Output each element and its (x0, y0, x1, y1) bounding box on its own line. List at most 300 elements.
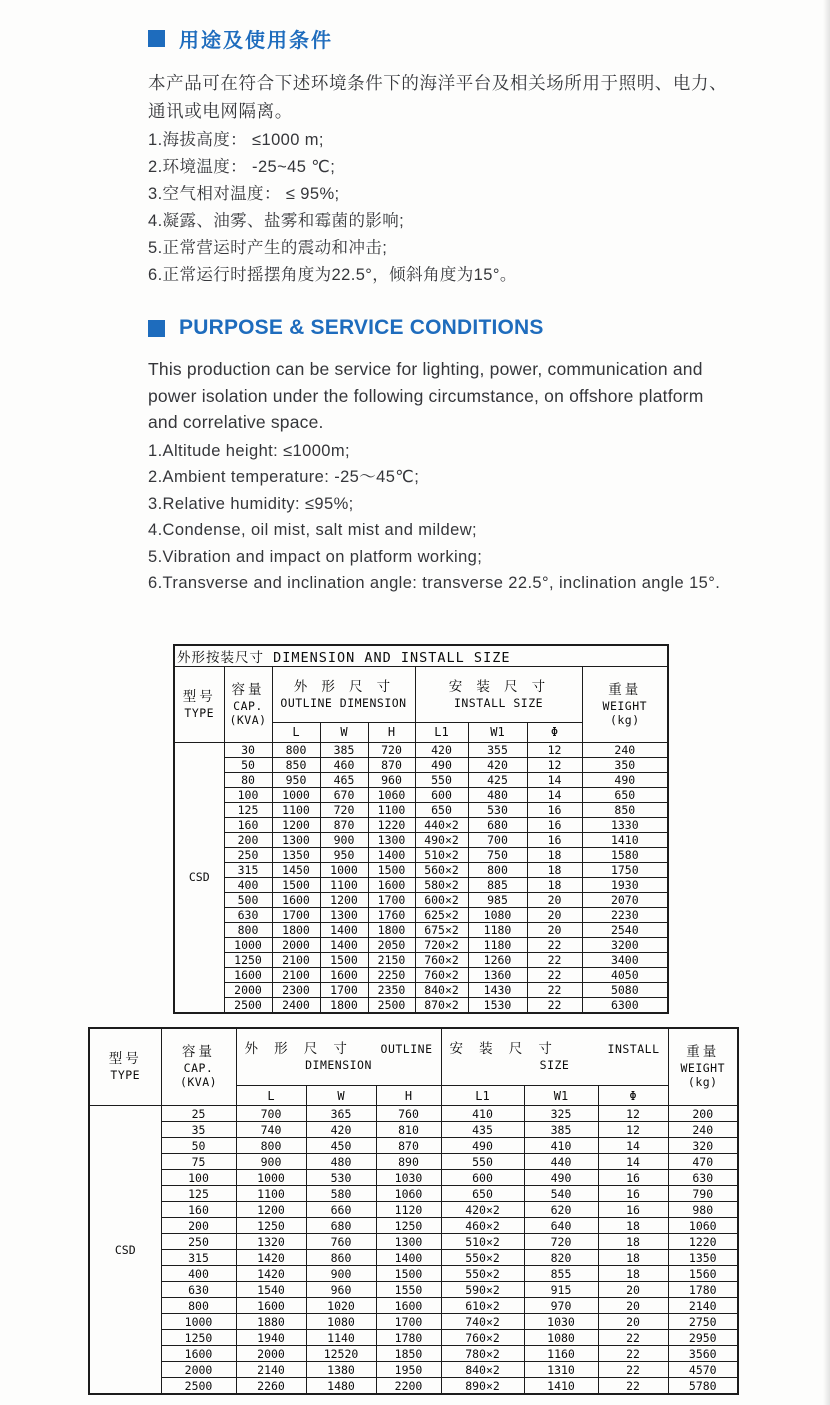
dimension-table-1-wrap (173, 644, 830, 1014)
table-row (174, 937, 668, 952)
table-cell: 1800 (320, 997, 368, 1013)
table-cell: 1100 (236, 1186, 306, 1202)
table-cell: 450 (306, 1138, 376, 1154)
table-cell: 720 (524, 1234, 598, 1250)
table-cell: 3560 (668, 1346, 738, 1362)
table-cell: 650 (415, 802, 468, 817)
table-cell: 970 (524, 1298, 598, 1314)
table-cell: 650 (582, 787, 668, 802)
table-cell: 760 (376, 1106, 441, 1122)
dimension-table-1 (173, 644, 669, 1014)
intro-paragraph-cn (148, 69, 728, 125)
col-H: H (368, 722, 415, 742)
table-cell: 20 (527, 907, 582, 922)
table-cell: 1100 (272, 802, 320, 817)
table-cell: 900 (306, 1266, 376, 1282)
table-cell: 650 (441, 1186, 524, 1202)
table-row (89, 1138, 738, 1154)
table1-header-row (174, 666, 668, 722)
table-cell: 125 (161, 1186, 236, 1202)
table-cell: 100 (161, 1170, 236, 1186)
table-cell: 760×2 (415, 967, 468, 982)
table-cell: 870 (376, 1138, 441, 1154)
table-cell: 20 (527, 892, 582, 907)
col-W1: W1 (468, 722, 527, 742)
table-cell: 1000 (236, 1170, 306, 1186)
table-cell: 250 (224, 847, 272, 862)
col-group-install: 安 装 尺 寸 INSTALL SIZE (441, 1028, 668, 1086)
table-cell: 2070 (582, 892, 668, 907)
col-weight: 重量 WEIGHT (kg) (668, 1028, 738, 1106)
table-cell: 510×2 (441, 1234, 524, 1250)
table-cell: 510×2 (415, 847, 468, 862)
table-cell: 980 (668, 1202, 738, 1218)
list-item: and correlative space. (148, 412, 324, 432)
table-cell: 1560 (668, 1266, 738, 1282)
table-cell: 1360 (468, 967, 527, 982)
table-cell: 1780 (376, 1330, 441, 1346)
table-cell: 14 (527, 787, 582, 802)
table-cell: 12 (598, 1106, 668, 1122)
table-cell: 1700 (368, 892, 415, 907)
table-cell: 1000 (320, 862, 368, 877)
table-cell: 1480 (306, 1378, 376, 1395)
table-cell: 1300 (376, 1234, 441, 1250)
table-cell: 530 (306, 1170, 376, 1186)
table-row (174, 907, 668, 922)
table-cell: 160 (224, 817, 272, 832)
table-cell: 16 (598, 1170, 668, 1186)
table-cell: 780×2 (441, 1346, 524, 1362)
table-cell: 900 (236, 1154, 306, 1170)
table-cell: 420 (468, 757, 527, 772)
table-cell: 2150 (368, 952, 415, 967)
table-cell: 420 (415, 742, 468, 757)
table-cell: 1030 (524, 1314, 598, 1330)
table-cell: 1030 (376, 1170, 441, 1186)
table-cell: 800 (236, 1138, 306, 1154)
table-cell: 1080 (306, 1314, 376, 1330)
table-row (89, 1186, 738, 1202)
table-cell: 1350 (272, 847, 320, 862)
table-cell: 22 (598, 1378, 668, 1395)
table-cell: 18 (598, 1250, 668, 1266)
col-capacity: 容量 CAP. (KVA) (224, 666, 272, 742)
table-cell: 870×2 (415, 997, 468, 1013)
table-row (174, 877, 668, 892)
table-cell: 1140 (306, 1330, 376, 1346)
table-cell: 2050 (368, 937, 415, 952)
table-cell: 355 (468, 742, 527, 757)
table-cell: 890×2 (441, 1378, 524, 1395)
table-cell: 1220 (668, 1234, 738, 1250)
table-cell: 2400 (272, 997, 320, 1013)
table1-body (174, 742, 668, 1013)
table-cell: 1310 (524, 1362, 598, 1378)
table-cell: 325 (524, 1106, 598, 1122)
table-cell: 20 (598, 1314, 668, 1330)
table-cell: 500 (224, 892, 272, 907)
table-cell: 22 (527, 997, 582, 1013)
table-cell: 315 (161, 1250, 236, 1266)
table-row (89, 1314, 738, 1330)
table-row (174, 742, 668, 757)
table-cell: 75 (161, 1154, 236, 1170)
type-cell: CSD (89, 1106, 161, 1395)
table-cell: 125 (224, 802, 272, 817)
table-cell: 470 (668, 1154, 738, 1170)
table-cell: 2100 (272, 967, 320, 982)
table2-header-row (89, 1028, 738, 1086)
table-cell: 600 (415, 787, 468, 802)
table-cell: 625×2 (415, 907, 468, 922)
table-cell: 1410 (524, 1378, 598, 1395)
table-row (89, 1234, 738, 1250)
col-L1: L1 (415, 722, 468, 742)
table-cell: 1600 (376, 1298, 441, 1314)
table-cell: 22 (598, 1346, 668, 1362)
col-W: W (306, 1086, 376, 1106)
table-row (174, 922, 668, 937)
table-cell: 600 (441, 1170, 524, 1186)
table-cell: 760 (306, 1234, 376, 1250)
table-cell: 16 (527, 802, 582, 817)
table-cell: 22 (598, 1362, 668, 1378)
table-cell: 750 (468, 847, 527, 862)
square-bullet-icon (148, 30, 165, 47)
table-cell: 20 (598, 1298, 668, 1314)
table-cell: 1600 (224, 967, 272, 982)
col-L: L (272, 722, 320, 742)
list-item: 本产品可在符合下述环境条件下的海洋平台及相关场所用于照明、电力、 (148, 73, 728, 93)
table-cell: 2300 (272, 982, 320, 997)
table-cell: 22 (598, 1330, 668, 1346)
list-item: power isolation under the following circumstance, on offshore platform (148, 385, 704, 406)
table-cell: 1100 (320, 877, 368, 892)
table-cell: 2250 (368, 967, 415, 982)
col-L1: L1 (441, 1086, 524, 1106)
table-cell: 420 (306, 1122, 376, 1138)
table-cell: 2540 (582, 922, 668, 937)
col-type: 型号 TYPE (89, 1028, 161, 1106)
table-cell: 890 (376, 1154, 441, 1170)
table-cell: 640 (524, 1218, 598, 1234)
table-cell: 985 (468, 892, 527, 907)
table-cell: 18 (527, 877, 582, 892)
col-L: L (236, 1086, 306, 1106)
list-item: 4.Condense, oil mist, salt mist and mildew; (148, 521, 477, 539)
col-capacity: 容量 CAP. (KVA) (161, 1028, 236, 1106)
table-cell: 1200 (236, 1202, 306, 1218)
table-cell: 460 (320, 757, 368, 772)
table-cell: 950 (272, 772, 320, 787)
table-cell: 610×2 (441, 1298, 524, 1314)
table-cell: 1260 (468, 952, 527, 967)
section-purpose-cn (0, 24, 830, 289)
table-cell: 1300 (368, 832, 415, 847)
table-cell: 870 (320, 817, 368, 832)
table-row (89, 1122, 738, 1138)
table-cell: 22 (527, 967, 582, 982)
list-item: 5.正常营运时产生的震动和冲击; (148, 239, 388, 257)
table-cell: 490 (524, 1170, 598, 1186)
table-cell: 4050 (582, 967, 668, 982)
table-row (174, 787, 668, 802)
table-row (174, 847, 668, 862)
table-cell: 400 (161, 1266, 236, 1282)
table-row (174, 832, 668, 847)
table-cell: 2350 (368, 982, 415, 997)
table-cell: 16 (598, 1186, 668, 1202)
table-cell: 1180 (468, 922, 527, 937)
table-cell: 560×2 (415, 862, 468, 877)
table-cell: 1780 (668, 1282, 738, 1298)
table-cell: 240 (582, 742, 668, 757)
table-cell: 435 (441, 1122, 524, 1138)
table-cell: 490 (415, 757, 468, 772)
list-item: This production can be service for lighting, power, communication and (148, 359, 703, 379)
table-cell: 50 (224, 757, 272, 772)
table-cell: 1750 (582, 862, 668, 877)
table-cell: 1450 (272, 862, 320, 877)
table-cell: 1180 (468, 937, 527, 952)
table-cell: 660 (306, 1202, 376, 1218)
table-cell: 740 (236, 1122, 306, 1138)
table-cell: 2000 (236, 1346, 306, 1362)
table-cell: 1250 (236, 1218, 306, 1234)
table-cell: 12 (598, 1122, 668, 1138)
table-cell: 385 (524, 1122, 598, 1138)
col-group-outline: 外 形 尺 寸 OUTLINE DIMENSION (272, 666, 415, 722)
table-cell: 620 (524, 1202, 598, 1218)
table-cell: 1540 (236, 1282, 306, 1298)
table-cell: 1930 (582, 877, 668, 892)
table-cell: 1430 (468, 982, 527, 997)
section-purpose-en (0, 316, 830, 597)
table-row (174, 952, 668, 967)
table-cell: 1600 (368, 877, 415, 892)
table-cell: 1060 (376, 1186, 441, 1202)
col-W: W (320, 722, 368, 742)
table-cell: 960 (368, 772, 415, 787)
table-cell: 14 (598, 1138, 668, 1154)
table-cell: 1500 (272, 877, 320, 892)
table-cell: 810 (376, 1122, 441, 1138)
table-cell: 860 (306, 1250, 376, 1266)
table2-body (89, 1106, 738, 1395)
col-type: 型号 TYPE (174, 666, 224, 742)
table-cell: 2140 (236, 1362, 306, 1378)
table-cell: 2000 (272, 937, 320, 952)
table-cell: 5780 (668, 1378, 738, 1395)
table-cell: 1060 (368, 787, 415, 802)
table-cell: 1000 (224, 937, 272, 952)
table-cell: 1400 (376, 1250, 441, 1266)
table-cell: 2500 (224, 997, 272, 1013)
table-cell: 700 (468, 832, 527, 847)
list-item: 3.Relative humidity: ≤95%; (148, 494, 354, 513)
table-cell: 960 (306, 1282, 376, 1298)
table-cell: 2100 (272, 952, 320, 967)
list-item: 4.凝露、油雾、盐雾和霉菌的影响; (148, 212, 405, 230)
table-cell: 22 (527, 937, 582, 952)
table-cell: 30 (224, 742, 272, 757)
table-row (89, 1330, 738, 1346)
table-cell: 580 (306, 1186, 376, 1202)
table-cell: 550 (415, 772, 468, 787)
table-cell: 18 (598, 1234, 668, 1250)
table-cell: 870 (368, 757, 415, 772)
table-cell: 790 (668, 1186, 738, 1202)
col-weight: 重量 WEIGHT (kg) (582, 666, 668, 742)
table-row (89, 1266, 738, 1282)
table-cell: 2260 (236, 1378, 306, 1395)
table-cell: 840×2 (415, 982, 468, 997)
table-cell: 1500 (368, 862, 415, 877)
col-group-install: 安 装 尺 寸 INSTALL SIZE (415, 666, 582, 722)
table-cell: 480 (306, 1154, 376, 1170)
table-cell: 1080 (524, 1330, 598, 1346)
table-cell: 1200 (272, 817, 320, 832)
table-cell: 1250 (376, 1218, 441, 1234)
table-row (89, 1170, 738, 1186)
table-cell: 365 (306, 1106, 376, 1122)
table-cell: 550 (441, 1154, 524, 1170)
table-cell: 12 (527, 742, 582, 757)
table-cell: 35 (161, 1122, 236, 1138)
table-cell: 680 (468, 817, 527, 832)
table-cell: 400 (224, 877, 272, 892)
table1-title-row (174, 645, 668, 667)
table-cell: 800 (468, 862, 527, 877)
section-heading-cn (148, 24, 830, 53)
intro-paragraph-en (148, 356, 748, 436)
list-item: 6.Transverse and inclination angle: transverse 22.5°, inclination angle 15°. (148, 574, 721, 592)
table-cell: 200 (224, 832, 272, 847)
conditions-list-en (148, 438, 808, 597)
table-cell: 490 (582, 772, 668, 787)
table-cell: 720 (320, 802, 368, 817)
col-group-outline: 外 形 尺 寸 OUTLINE DIMENSION (236, 1028, 441, 1086)
table-cell: 160 (161, 1202, 236, 1218)
table-cell: 420×2 (441, 1202, 524, 1218)
table-cell: 840×2 (441, 1362, 524, 1378)
square-bullet-icon (148, 320, 165, 337)
table-cell: 630 (668, 1170, 738, 1186)
table-row (89, 1346, 738, 1362)
table-cell: 425 (468, 772, 527, 787)
table-row (174, 967, 668, 982)
table-cell: 1950 (376, 1362, 441, 1378)
table-cell: 1020 (306, 1298, 376, 1314)
table-row (174, 772, 668, 787)
table-cell: 490 (441, 1138, 524, 1154)
table-cell: 80 (224, 772, 272, 787)
conditions-list-cn (148, 127, 768, 289)
table-cell: 720 (368, 742, 415, 757)
table-cell: 1380 (306, 1362, 376, 1378)
table-cell: 1500 (376, 1266, 441, 1282)
table-cell: 1200 (320, 892, 368, 907)
table-cell: 14 (598, 1154, 668, 1170)
table-cell: 1700 (272, 907, 320, 922)
list-item: 1.Altitude height: ≤1000m; (148, 441, 350, 460)
table-cell: 675×2 (415, 922, 468, 937)
table-cell: 3400 (582, 952, 668, 967)
table-cell: 2140 (668, 1298, 738, 1314)
table-cell: 1800 (368, 922, 415, 937)
table-cell: 1120 (376, 1202, 441, 1218)
table-row (89, 1362, 738, 1378)
table-cell: 1400 (320, 922, 368, 937)
table-cell: 5080 (582, 982, 668, 997)
table-cell: 14 (527, 772, 582, 787)
table-cell: 22 (527, 982, 582, 997)
table-cell: 740×2 (441, 1314, 524, 1330)
table-cell: 1060 (668, 1218, 738, 1234)
table-cell: 18 (527, 862, 582, 877)
table-cell: 2500 (161, 1378, 236, 1395)
table-cell: 1600 (161, 1346, 236, 1362)
table-cell: 16 (598, 1202, 668, 1218)
table-cell: 12 (527, 757, 582, 772)
table-cell: 550×2 (441, 1250, 524, 1266)
table-cell: 1940 (236, 1330, 306, 1346)
table-cell: 1250 (224, 952, 272, 967)
table-cell: 1400 (320, 937, 368, 952)
table-cell: 540 (524, 1186, 598, 1202)
col-phi: Φ (527, 722, 582, 742)
table-cell: 1500 (320, 952, 368, 967)
table-cell: 1400 (368, 847, 415, 862)
section-title-cn: 用途及使用条件 (179, 30, 333, 52)
list-item: 6.正常运行时摇摆角度为22.5°，倾斜角度为15°。 (148, 266, 517, 284)
table-cell: 2950 (668, 1330, 738, 1346)
table-cell: 2000 (224, 982, 272, 997)
table-cell: 1080 (468, 907, 527, 922)
list-item: 1.海拔高度： ≤1000 m; (148, 131, 324, 149)
list-item: 2.环境温度： -25~45 ℃; (148, 158, 336, 176)
table-cell: 465 (320, 772, 368, 787)
table-cell: 760×2 (415, 952, 468, 967)
table-cell: 630 (161, 1282, 236, 1298)
table-cell: 950 (320, 847, 368, 862)
table-cell: 580×2 (415, 877, 468, 892)
table-cell: 1530 (468, 997, 527, 1013)
table-row (89, 1218, 738, 1234)
table-cell: 100 (224, 787, 272, 802)
table-cell: 1700 (320, 982, 368, 997)
table-cell: 20 (598, 1282, 668, 1298)
table-cell: 1760 (368, 907, 415, 922)
table-cell: 1880 (236, 1314, 306, 1330)
table-cell: 480 (468, 787, 527, 802)
table-cell: 440×2 (415, 817, 468, 832)
table-cell: 700 (236, 1106, 306, 1122)
table-cell: 670 (320, 787, 368, 802)
table-cell: 490×2 (415, 832, 468, 847)
table-cell: 1000 (161, 1314, 236, 1330)
table-cell: 4570 (668, 1362, 738, 1378)
col-H: H (376, 1086, 441, 1106)
table-cell: 1330 (582, 817, 668, 832)
table-row (89, 1202, 738, 1218)
table-row (174, 982, 668, 997)
table-cell: 1220 (368, 817, 415, 832)
table-cell: 410 (441, 1106, 524, 1122)
table-cell: 240 (668, 1122, 738, 1138)
table-cell: 850 (272, 757, 320, 772)
